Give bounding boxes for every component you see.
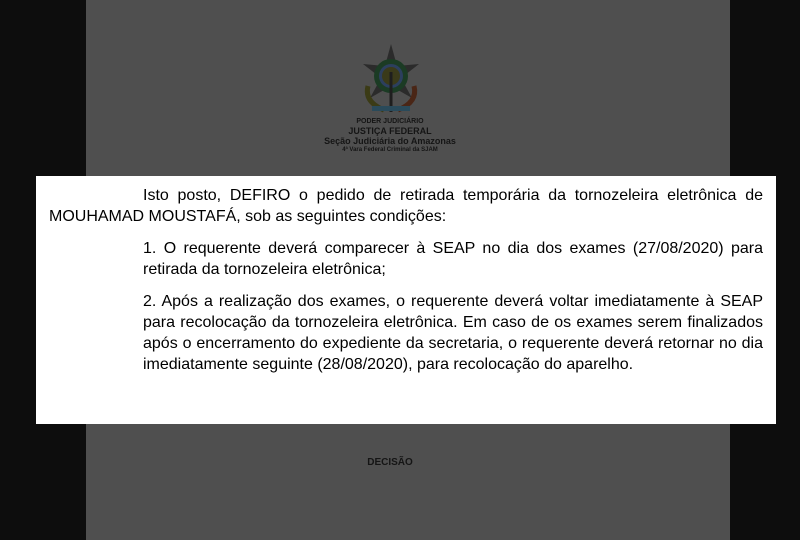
condition-2-paragraph: 2. Após a realização dos exames, o requerente deverá voltar imediatamente à SEAP para recolocação da tornozeleira eletrônica. Em caso de os exames serem finalizados após o encerramento do expediente da secretaria, o requerente deverá retornar no dia imediatamente seguinte (28/08/2020), para recolocação do aparelho. (143, 293, 763, 373)
header-line-poder: PODER JUDICIÁRIO (356, 118, 424, 125)
condition-1-paragraph: 1. O requerente deverá comparecer à SEAP no dia dos exames (27/08/2020) para retirada da tornozeleira eletrônica; (143, 240, 763, 278)
header-line-vara: 4ª Vara Federal Criminal da SJAM (342, 146, 438, 153)
header-line-justica: JUSTIÇA FEDERAL (348, 126, 432, 137)
section-title-decisao: DECISÃO (367, 457, 413, 468)
intro-paragraph: Isto posto, DEFIRO o pedido de retirada temporária da tornozeleira eletrônica de MOUHAMAD MOUSTAFÁ, sob as seguintes condições: (49, 187, 763, 225)
court-header (290, 118, 490, 154)
brazil-coat-of-arms-icon (356, 42, 426, 118)
highlighted-excerpt (36, 176, 776, 424)
header-line-secao: Seção Judiciária do Amazonas (324, 136, 456, 147)
